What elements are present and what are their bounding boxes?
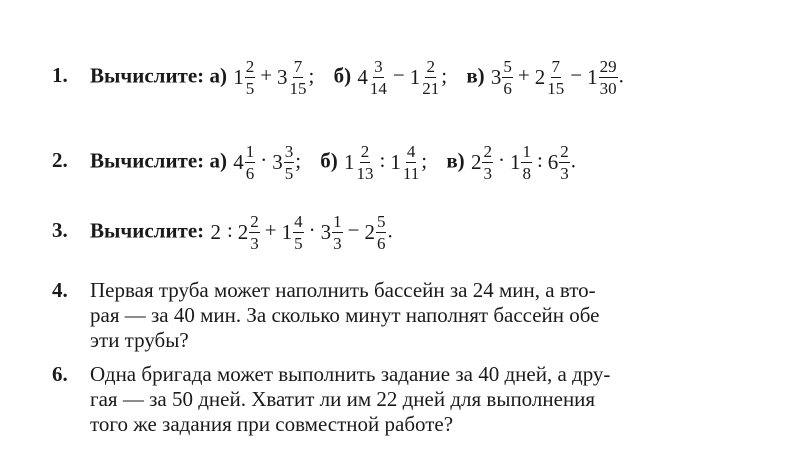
numerator: 3 (284, 142, 294, 161)
mixed-number (277, 58, 308, 97)
whole-part: 2 (534, 65, 546, 89)
mixed-number (344, 143, 375, 182)
whole-part: 2 (364, 220, 375, 244)
fraction (369, 58, 388, 97)
part-end: ; (295, 148, 302, 173)
denominator: 30 (599, 79, 617, 98)
fraction (376, 213, 387, 252)
problem-3 (52, 213, 393, 252)
numerator: 7 (293, 57, 303, 76)
part-label: а) (209, 148, 227, 173)
problem-number: 1. (52, 63, 68, 88)
numerator: 5 (503, 57, 512, 76)
mixed-number (233, 143, 255, 182)
operator: · (260, 148, 268, 173)
operator: − (347, 218, 360, 243)
numerator: 5 (376, 212, 386, 231)
operator: + (260, 63, 273, 88)
mixed-number (471, 143, 493, 182)
problem-text-line: эти трубы? (90, 328, 189, 352)
mixed-number (238, 213, 260, 252)
fraction (356, 143, 375, 182)
operator: + (517, 63, 530, 88)
mixed-number (390, 143, 420, 182)
numerator: 4 (406, 142, 416, 161)
numerator: 2 (426, 57, 435, 76)
mixed-number (357, 58, 388, 97)
numerator: 2 (360, 142, 370, 161)
problem-number: 2. (52, 148, 68, 173)
numerator: 1 (522, 142, 531, 161)
denominator: 8 (522, 164, 531, 183)
problem-text-line: того же задания при совместной работе? (90, 412, 454, 436)
numerator: 2 (245, 57, 255, 76)
whole-part: 1 (281, 220, 293, 244)
whole-part: 3 (277, 65, 288, 89)
denominator: 3 (333, 234, 342, 253)
problem-text-line: Первая труба может наполнить бассейн за 24 мин, а вто- (90, 278, 596, 302)
fraction (332, 213, 343, 252)
numerator: 7 (551, 57, 560, 76)
whole-part: 1 (390, 150, 401, 174)
fraction (502, 58, 513, 97)
whole-part: 4 (233, 150, 244, 174)
part-end: . (387, 218, 393, 243)
numerator: 1 (333, 212, 342, 231)
numerator: 2 (483, 142, 492, 161)
fraction (421, 58, 440, 97)
fraction (293, 213, 304, 252)
part-end: ; (441, 63, 448, 88)
denominator: 14 (369, 79, 387, 98)
part-label: б) (320, 148, 338, 173)
mixed-number (364, 213, 386, 252)
part-label: в) (466, 63, 485, 88)
denominator: 5 (245, 79, 255, 98)
operator: : (536, 148, 543, 173)
numerator: 2 (250, 212, 259, 231)
whole-part: 6 (547, 150, 559, 174)
problem-1 (52, 58, 624, 97)
fraction (245, 58, 256, 97)
mixed-number (548, 143, 570, 182)
problem-text-line: рая — за 40 мин. За сколько минут наполнят бассейн обе (90, 303, 600, 327)
problem-number: 3. (52, 218, 68, 243)
part-end: . (570, 148, 577, 173)
part-label: а) (209, 63, 227, 88)
numerator: 2 (560, 142, 569, 161)
numerator: 29 (599, 57, 617, 76)
part-end: ; (421, 148, 428, 173)
fraction (559, 143, 570, 182)
fraction (402, 143, 420, 182)
fraction (289, 58, 308, 97)
whole-part: 2 (470, 150, 482, 174)
operator: : (226, 218, 233, 243)
whole-part: 4 (357, 65, 368, 89)
fraction (284, 143, 295, 182)
denominator: 6 (503, 79, 512, 98)
problem-intro: Вычислите: (90, 148, 205, 173)
fraction (482, 143, 493, 182)
mixed-number (410, 58, 441, 97)
problem-6 (52, 362, 764, 437)
fraction (245, 143, 256, 182)
part-end: ; (308, 63, 315, 88)
fraction (546, 58, 565, 97)
whole-part: 1 (587, 65, 598, 89)
operator: + (264, 218, 277, 243)
denominator: 21 (422, 79, 440, 98)
denominator: 13 (356, 164, 374, 183)
whole-part: 2 (210, 220, 221, 244)
mixed-number (587, 58, 618, 97)
denominator: 15 (547, 79, 565, 98)
mixed-number (510, 143, 532, 182)
whole-part: 1 (233, 65, 244, 89)
fraction (249, 213, 260, 252)
problem-intro: Вычислите: (90, 218, 205, 243)
denominator: 11 (402, 164, 420, 183)
part-label: в) (446, 148, 465, 173)
problem-4 (52, 278, 764, 353)
whole-part: 1 (409, 65, 421, 89)
denominator: 5 (294, 234, 303, 253)
mixed-number (491, 58, 513, 97)
problem-2 (52, 143, 576, 182)
operator: · (497, 148, 505, 173)
whole-part: 1 (509, 150, 521, 174)
whole-part: 2 (237, 220, 249, 244)
numerator: 4 (294, 212, 303, 231)
operator: : (379, 148, 386, 173)
problem-text-line: Одна бригада может выполнить задание за 40 дней, а дру- (90, 362, 611, 386)
part-label: б) (333, 63, 352, 88)
fraction (521, 143, 532, 182)
mixed-number (282, 213, 304, 252)
mixed-number (321, 213, 343, 252)
mixed-number (233, 58, 255, 97)
part-end: . (618, 63, 624, 88)
denominator: 3 (483, 164, 492, 183)
problem-intro: Вычислите: (90, 63, 205, 88)
whole-part: 3 (490, 65, 502, 89)
denominator: 5 (284, 164, 294, 183)
mixed-number (535, 58, 566, 97)
operator: − (392, 63, 405, 88)
denominator: 3 (560, 164, 569, 183)
problem-number: 6. (52, 362, 68, 386)
mixed-number (210, 220, 222, 245)
numerator: 3 (374, 57, 383, 76)
operator: · (308, 218, 316, 243)
denominator: 15 (289, 79, 307, 98)
operator: − (570, 63, 583, 88)
denominator: 6 (245, 164, 255, 183)
problem-number: 4. (52, 278, 68, 302)
problem-text-line: гая — за 50 дней. Хватит ли им 22 дней для выполнения (90, 387, 596, 411)
fraction (599, 58, 618, 97)
whole-part: 1 (344, 150, 355, 174)
whole-part: 3 (320, 220, 332, 244)
mixed-number (272, 143, 294, 182)
denominator: 6 (376, 234, 386, 253)
whole-part: 3 (272, 150, 283, 174)
denominator: 3 (250, 234, 259, 253)
numerator: 1 (245, 142, 255, 161)
